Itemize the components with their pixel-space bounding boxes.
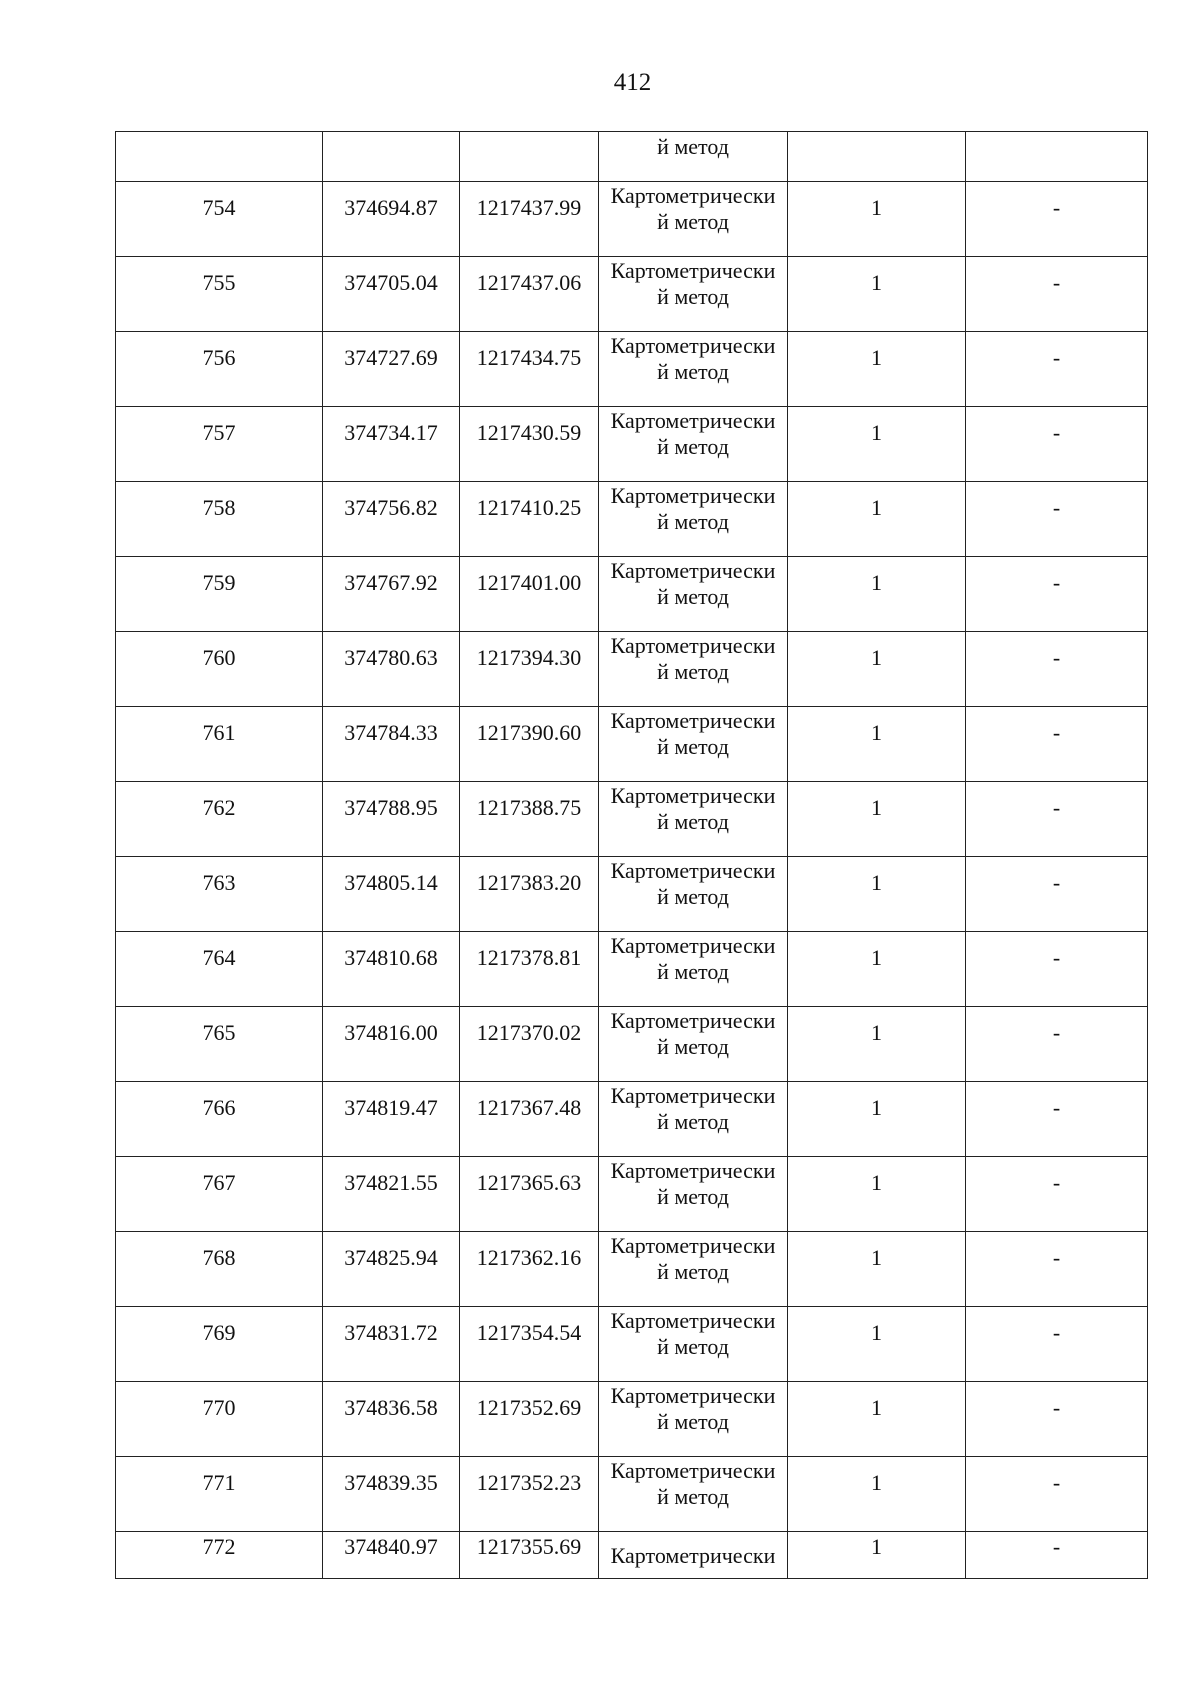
cell-x-text: 374840.97 bbox=[344, 1534, 438, 1559]
cell-y bbox=[460, 1382, 599, 1457]
cell-accuracy-text: 1 bbox=[871, 645, 882, 670]
cell-accuracy-text: 1 bbox=[871, 570, 882, 595]
method-line-1: Картометрически bbox=[610, 1543, 776, 1568]
cell-x bbox=[323, 1457, 460, 1532]
cell-y-text: 1217394.30 bbox=[476, 645, 582, 670]
cell-accuracy-text: 1 bbox=[871, 1470, 882, 1495]
cell-y-text: 1217388.75 bbox=[476, 795, 582, 820]
cell-x-text: 374816.00 bbox=[344, 1020, 438, 1045]
cell-note-text: - bbox=[1052, 1320, 1061, 1345]
cell-x-text: 374780.63 bbox=[344, 645, 438, 670]
cell-accuracy bbox=[788, 632, 966, 707]
method-text bbox=[599, 257, 787, 310]
cell-x-text: 374784.33 bbox=[344, 720, 438, 745]
cell-accuracy-text: 1 bbox=[871, 795, 882, 820]
cell-x bbox=[323, 782, 460, 857]
table-row bbox=[116, 932, 1148, 1007]
method-line-1: Картометрически bbox=[610, 1308, 776, 1333]
cell-accuracy bbox=[788, 857, 966, 932]
table-row bbox=[116, 707, 1148, 782]
cell-note-text: - bbox=[1052, 720, 1061, 745]
method-line-1: Картометрически bbox=[610, 258, 776, 283]
cell-x bbox=[323, 707, 460, 782]
method-text bbox=[599, 1382, 787, 1435]
cell-y bbox=[460, 1457, 599, 1532]
cell-point-number bbox=[116, 707, 323, 782]
cell-method bbox=[599, 1157, 788, 1232]
cell-y-text: 1217378.81 bbox=[476, 945, 582, 970]
cell-accuracy-text: 1 bbox=[871, 495, 882, 520]
method-line-2: й метод bbox=[657, 284, 729, 309]
cell-point-number bbox=[116, 557, 323, 632]
cell-method bbox=[599, 782, 788, 857]
method-text bbox=[599, 857, 787, 910]
cell-x bbox=[323, 557, 460, 632]
cell-point-number-text: 766 bbox=[202, 1095, 236, 1120]
cell-x-text: 374819.47 bbox=[344, 1095, 438, 1120]
cell-x bbox=[323, 1307, 460, 1382]
cell-note bbox=[966, 132, 1148, 182]
cell-point-number bbox=[116, 932, 323, 1007]
cell-point-number bbox=[116, 257, 323, 332]
cell-x-text: 374705.04 bbox=[344, 270, 438, 295]
cell-point-number-text: 755 bbox=[202, 270, 236, 295]
cell-x-text: 374805.14 bbox=[344, 870, 438, 895]
cell-point-number-text: 767 bbox=[202, 1170, 236, 1195]
method-line-1: Картометрически bbox=[610, 1083, 776, 1108]
cell-y-text: 1217355.69 bbox=[476, 1534, 582, 1559]
cell-y bbox=[460, 132, 599, 182]
cell-note-text: - bbox=[1052, 1470, 1061, 1495]
cell-method bbox=[599, 1082, 788, 1157]
cell-y-text: 1217410.25 bbox=[476, 495, 582, 520]
cell-x-text: 374825.94 bbox=[344, 1245, 438, 1270]
cell-x-text: 374734.17 bbox=[344, 420, 438, 445]
cell-y bbox=[460, 1082, 599, 1157]
table-row bbox=[116, 632, 1148, 707]
cell-x-text: 374727.69 bbox=[344, 345, 438, 370]
coordinates-table bbox=[115, 131, 1148, 1579]
cell-accuracy bbox=[788, 482, 966, 557]
cell-method bbox=[599, 332, 788, 407]
method-line-2: й метод bbox=[657, 509, 729, 534]
cell-accuracy bbox=[788, 182, 966, 257]
cell-method bbox=[599, 482, 788, 557]
cell-note-text: - bbox=[1052, 645, 1061, 670]
cell-y bbox=[460, 707, 599, 782]
cell-y-text: 1217390.60 bbox=[476, 720, 582, 745]
cell-accuracy bbox=[788, 707, 966, 782]
cell-x bbox=[323, 1232, 460, 1307]
cell-note bbox=[966, 407, 1148, 482]
cell-accuracy bbox=[788, 1082, 966, 1157]
cell-method bbox=[599, 1007, 788, 1082]
cell-note-text: - bbox=[1052, 1534, 1061, 1559]
cell-accuracy-text: 1 bbox=[871, 195, 882, 220]
cell-x bbox=[323, 1382, 460, 1457]
cell-x-text: 374821.55 bbox=[344, 1170, 438, 1195]
cell-point-number-text: 757 bbox=[202, 420, 236, 445]
cell-method bbox=[599, 257, 788, 332]
method-line-2: й метод bbox=[657, 1334, 729, 1359]
method-line-1: Картометрически bbox=[610, 408, 776, 433]
cell-method bbox=[599, 1382, 788, 1457]
method-line-2: й метод bbox=[657, 809, 729, 834]
cell-y-text: 1217367.48 bbox=[476, 1095, 582, 1120]
cell-y bbox=[460, 482, 599, 557]
cell-x bbox=[323, 182, 460, 257]
cell-x bbox=[323, 332, 460, 407]
cell-y bbox=[460, 1232, 599, 1307]
cell-method bbox=[599, 557, 788, 632]
cell-point-number bbox=[116, 1082, 323, 1157]
cell-method bbox=[599, 1232, 788, 1307]
cell-accuracy-text: 1 bbox=[871, 870, 882, 895]
method-line-2: й метод bbox=[657, 434, 729, 459]
cell-point-number-text: 762 bbox=[202, 795, 236, 820]
cell-y-text: 1217362.16 bbox=[476, 1245, 582, 1270]
cell-point-number bbox=[116, 132, 323, 182]
cell-y bbox=[460, 932, 599, 1007]
cell-accuracy-text: 1 bbox=[871, 1170, 882, 1195]
method-line-1: Картометрически bbox=[610, 633, 776, 658]
method-text bbox=[599, 1307, 787, 1360]
cell-method bbox=[599, 707, 788, 782]
cell-point-number-text: 768 bbox=[202, 1245, 236, 1270]
cell-note-text: - bbox=[1052, 870, 1061, 895]
table-row bbox=[116, 1082, 1148, 1157]
cell-accuracy bbox=[788, 1232, 966, 1307]
method-line-2: й метод bbox=[657, 734, 729, 759]
method-text bbox=[599, 632, 787, 685]
method-line-1: Картометрически bbox=[610, 1458, 776, 1483]
cell-point-number bbox=[116, 332, 323, 407]
cell-point-number bbox=[116, 1007, 323, 1082]
cell-y-text: 1217352.23 bbox=[476, 1470, 582, 1495]
cell-point-number-text: 771 bbox=[202, 1470, 236, 1495]
cell-note bbox=[966, 1457, 1148, 1532]
cell-note-text: - bbox=[1052, 495, 1061, 520]
table-row bbox=[116, 1532, 1148, 1579]
table-row-continuation bbox=[116, 132, 1148, 182]
cell-point-number bbox=[116, 1307, 323, 1382]
cell-point-number bbox=[116, 1457, 323, 1532]
cell-point-number bbox=[116, 857, 323, 932]
cell-x-text: 374831.72 bbox=[344, 1320, 438, 1345]
cell-accuracy bbox=[788, 407, 966, 482]
cell-point-number bbox=[116, 482, 323, 557]
cell-note-text: - bbox=[1052, 1245, 1061, 1270]
method-text bbox=[599, 1532, 787, 1569]
cell-note-text: - bbox=[1052, 345, 1061, 370]
table-row bbox=[116, 557, 1148, 632]
cell-point-number bbox=[116, 1157, 323, 1232]
cell-y-text: 1217354.54 bbox=[476, 1320, 582, 1345]
cell-method bbox=[599, 632, 788, 707]
cell-point-number-text: 763 bbox=[202, 870, 236, 895]
cell-x-text: 374810.68 bbox=[344, 945, 438, 970]
cell-method bbox=[599, 1457, 788, 1532]
cell-y-text: 1217352.69 bbox=[476, 1395, 582, 1420]
cell-y bbox=[460, 782, 599, 857]
cell-y bbox=[460, 1157, 599, 1232]
cell-x bbox=[323, 1082, 460, 1157]
cell-accuracy bbox=[788, 332, 966, 407]
method-text bbox=[599, 782, 787, 835]
cell-note bbox=[966, 857, 1148, 932]
cell-point-number-text: 758 bbox=[202, 495, 236, 520]
method-text bbox=[599, 182, 787, 235]
cell-accuracy-text: 1 bbox=[871, 1395, 882, 1420]
method-text bbox=[599, 1007, 787, 1060]
page-number: 412 bbox=[613, 69, 652, 96]
cell-x bbox=[323, 407, 460, 482]
cell-accuracy bbox=[788, 132, 966, 182]
method-line-2: й метод bbox=[657, 359, 729, 384]
cell-point-number-text: 760 bbox=[202, 645, 236, 670]
cell-y bbox=[460, 857, 599, 932]
cell-point-number-text: 759 bbox=[202, 570, 236, 595]
cell-x-text: 374788.95 bbox=[344, 795, 438, 820]
cell-note-text: - bbox=[1052, 795, 1061, 820]
cell-point-number-text: 756 bbox=[202, 345, 236, 370]
method-line-2: й метод bbox=[657, 1259, 729, 1284]
table-row bbox=[116, 857, 1148, 932]
cell-y bbox=[460, 182, 599, 257]
cell-point-number bbox=[116, 1232, 323, 1307]
cell-y bbox=[460, 1532, 599, 1579]
cell-note-text: - bbox=[1052, 195, 1061, 220]
cell-point-number bbox=[116, 1532, 323, 1579]
cell-x-text: 374756.82 bbox=[344, 495, 438, 520]
cell-note bbox=[966, 482, 1148, 557]
cell-note bbox=[966, 1382, 1148, 1457]
cell-x bbox=[323, 857, 460, 932]
method-text bbox=[599, 557, 787, 610]
cell-note bbox=[966, 1082, 1148, 1157]
cell-method bbox=[599, 1307, 788, 1382]
cell-point-number-text: 769 bbox=[202, 1320, 236, 1345]
method-line-2: й метод bbox=[657, 659, 729, 684]
cell-y bbox=[460, 407, 599, 482]
cell-accuracy bbox=[788, 1532, 966, 1579]
cell-accuracy-text: 1 bbox=[871, 945, 882, 970]
cell-x bbox=[323, 1532, 460, 1579]
table-row bbox=[116, 1457, 1148, 1532]
cell-accuracy bbox=[788, 1307, 966, 1382]
cell-note-text: - bbox=[1052, 1395, 1061, 1420]
cell-note bbox=[966, 1307, 1148, 1382]
method-line-1: Картометрически bbox=[610, 1158, 776, 1183]
cell-method bbox=[599, 132, 788, 182]
method-text bbox=[599, 1082, 787, 1135]
table-row bbox=[116, 1307, 1148, 1382]
cell-y-text: 1217383.20 bbox=[476, 870, 582, 895]
table-row bbox=[116, 482, 1148, 557]
cell-note bbox=[966, 332, 1148, 407]
method-text bbox=[599, 1157, 787, 1210]
cell-point-number-text: 770 bbox=[202, 1395, 236, 1420]
method-line-2: й метод bbox=[657, 584, 729, 609]
cell-accuracy-text: 1 bbox=[871, 1245, 882, 1270]
cell-note bbox=[966, 782, 1148, 857]
cell-accuracy-text: 1 bbox=[871, 1320, 882, 1345]
cell-accuracy-text: 1 bbox=[871, 420, 882, 445]
cell-point-number bbox=[116, 632, 323, 707]
table-row bbox=[116, 1232, 1148, 1307]
cell-accuracy bbox=[788, 1457, 966, 1532]
cell-x-text: 374836.58 bbox=[344, 1395, 438, 1420]
cell-method bbox=[599, 932, 788, 1007]
cell-accuracy-text: 1 bbox=[871, 1534, 882, 1559]
cell-y bbox=[460, 332, 599, 407]
cell-y-text: 1217365.63 bbox=[476, 1170, 582, 1195]
method-line-2: й метод bbox=[657, 1034, 729, 1059]
cell-method bbox=[599, 1532, 788, 1579]
method-text bbox=[599, 1232, 787, 1285]
method-text bbox=[599, 332, 787, 385]
method-line-1: Картометрически bbox=[610, 483, 776, 508]
method-text bbox=[599, 932, 787, 985]
method-line-2: й метод bbox=[657, 959, 729, 984]
cell-note bbox=[966, 1157, 1148, 1232]
method-line-2: й метод bbox=[657, 1184, 729, 1209]
cell-method bbox=[599, 182, 788, 257]
cell-x-text: 374694.87 bbox=[344, 195, 438, 220]
cell-accuracy bbox=[788, 257, 966, 332]
method-line-1: Картометрически bbox=[610, 858, 776, 883]
cell-x bbox=[323, 932, 460, 1007]
cell-point-number bbox=[116, 182, 323, 257]
method-line-2: й метод bbox=[657, 209, 729, 234]
cell-note-text: - bbox=[1052, 270, 1061, 295]
cell-point-number-text: 754 bbox=[202, 195, 236, 220]
cell-x-text: 374767.92 bbox=[344, 570, 438, 595]
method-line-1: Картометрически bbox=[610, 1383, 776, 1408]
method-line-2: й метод bbox=[657, 1484, 729, 1509]
cell-note-text: - bbox=[1052, 1170, 1061, 1195]
cell-accuracy-text: 1 bbox=[871, 345, 882, 370]
table-row bbox=[116, 257, 1148, 332]
table-row bbox=[116, 1157, 1148, 1232]
cell-point-number bbox=[116, 407, 323, 482]
cell-point-number-text: 761 bbox=[202, 720, 236, 745]
cell-accuracy-text: 1 bbox=[871, 720, 882, 745]
cell-point-number-text: 765 bbox=[202, 1020, 236, 1045]
cell-accuracy-text: 1 bbox=[871, 1095, 882, 1120]
cell-note bbox=[966, 557, 1148, 632]
cell-note-text: - bbox=[1052, 570, 1061, 595]
cell-note bbox=[966, 1007, 1148, 1082]
cell-x bbox=[323, 1007, 460, 1082]
cell-y-text: 1217437.06 bbox=[476, 270, 582, 295]
table-row bbox=[116, 1007, 1148, 1082]
cell-y bbox=[460, 632, 599, 707]
table-row bbox=[116, 332, 1148, 407]
table-row bbox=[116, 1382, 1148, 1457]
table-row bbox=[116, 782, 1148, 857]
method-line-1: Картометрически bbox=[610, 1233, 776, 1258]
method-tail-text: й метод bbox=[657, 134, 729, 159]
cell-y bbox=[460, 1307, 599, 1382]
cell-y-text: 1217437.99 bbox=[476, 195, 582, 220]
method-line-1: Картометрически bbox=[610, 1008, 776, 1033]
method-line-2: й метод bbox=[657, 1109, 729, 1134]
method-line-2: й метод bbox=[657, 1409, 729, 1434]
cell-method bbox=[599, 857, 788, 932]
cell-point-number-text: 764 bbox=[202, 945, 236, 970]
method-text bbox=[599, 407, 787, 460]
method-line-1: Картометрически bbox=[610, 933, 776, 958]
cell-accuracy bbox=[788, 782, 966, 857]
method-line-2: й метод bbox=[657, 884, 729, 909]
cell-accuracy bbox=[788, 557, 966, 632]
cell-note-text: - bbox=[1052, 420, 1061, 445]
method-line-1: Картометрически bbox=[610, 708, 776, 733]
cell-accuracy bbox=[788, 1007, 966, 1082]
cell-x bbox=[323, 482, 460, 557]
method-text bbox=[599, 1457, 787, 1510]
cell-accuracy bbox=[788, 1157, 966, 1232]
method-line-1: Картометрически bbox=[610, 783, 776, 808]
cell-accuracy bbox=[788, 1382, 966, 1457]
method-line-1: Картометрически bbox=[610, 333, 776, 358]
cell-y bbox=[460, 1007, 599, 1082]
cell-x bbox=[323, 1157, 460, 1232]
cell-x bbox=[323, 632, 460, 707]
cell-point-number bbox=[116, 782, 323, 857]
method-text bbox=[599, 482, 787, 535]
cell-y-text: 1217370.02 bbox=[476, 1020, 582, 1045]
cell-note bbox=[966, 182, 1148, 257]
table-row bbox=[116, 407, 1148, 482]
cell-note-text: - bbox=[1052, 945, 1061, 970]
cell-note bbox=[966, 1532, 1148, 1579]
cell-point-number-text: 772 bbox=[202, 1534, 236, 1559]
cell-x bbox=[323, 257, 460, 332]
cell-note bbox=[966, 257, 1148, 332]
table-body bbox=[116, 132, 1148, 1579]
method-text bbox=[599, 707, 787, 760]
cell-y-text: 1217401.00 bbox=[476, 570, 582, 595]
cell-y-text: 1217430.59 bbox=[476, 420, 582, 445]
cell-accuracy bbox=[788, 932, 966, 1007]
cell-y bbox=[460, 257, 599, 332]
cell-accuracy-text: 1 bbox=[871, 1020, 882, 1045]
method-line-1: Картометрически bbox=[610, 183, 776, 208]
cell-point-number bbox=[116, 1382, 323, 1457]
method-line-1: Картометрически bbox=[610, 558, 776, 583]
cell-method bbox=[599, 407, 788, 482]
table-row bbox=[116, 182, 1148, 257]
cell-note bbox=[966, 632, 1148, 707]
cell-y-text: 1217434.75 bbox=[476, 345, 582, 370]
cell-note bbox=[966, 1232, 1148, 1307]
cell-accuracy-text: 1 bbox=[871, 270, 882, 295]
cell-y bbox=[460, 557, 599, 632]
cell-note-text: - bbox=[1052, 1020, 1061, 1045]
cell-x-text: 374839.35 bbox=[344, 1470, 438, 1495]
cell-note bbox=[966, 707, 1148, 782]
cell-note-text: - bbox=[1052, 1095, 1061, 1120]
cell-x bbox=[323, 132, 460, 182]
cell-note bbox=[966, 932, 1148, 1007]
